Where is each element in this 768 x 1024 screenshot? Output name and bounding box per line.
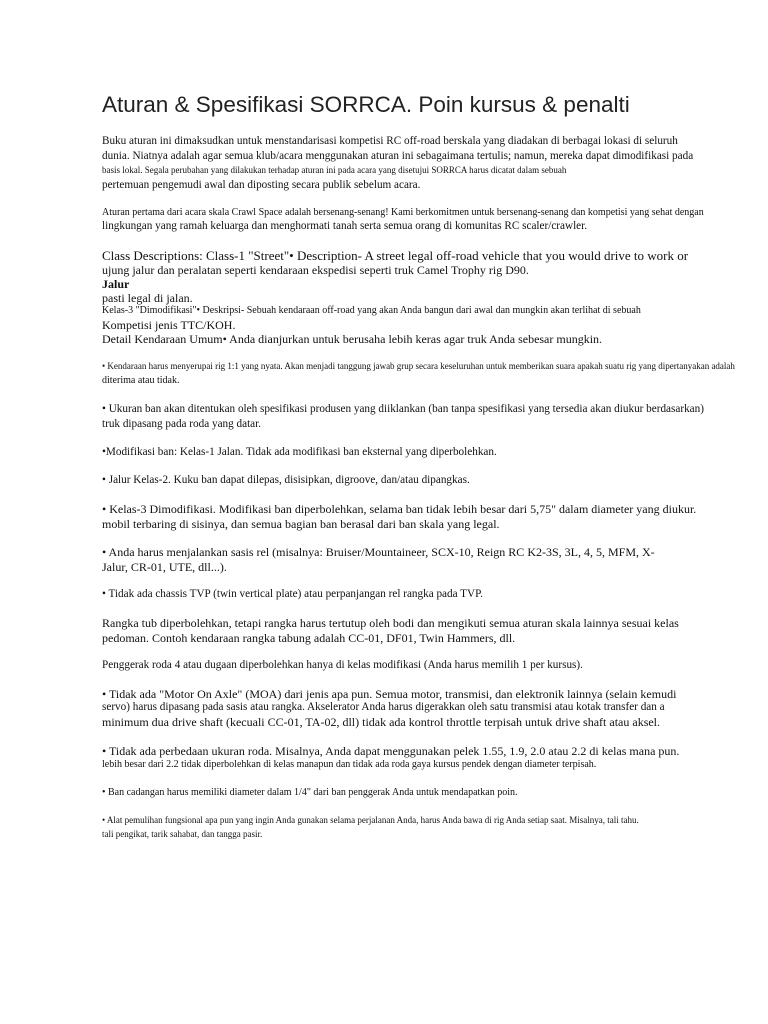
first-rule-line-1: Aturan pertama dari acara skala Crawl Space adalah bersenang-senang! Kami berkomitmen untuk bersenang-senang dan kompetisi yang sehat dengan [102,207,704,218]
intro-line-2: dunia. Niatnya adalah agar semua klub/acara menggunakan aturan ini sebagaimana tertulis; namun, mereka dapat dimodifikasi pada [102,150,694,162]
class-description-heading: Jalur [102,277,130,291]
rule-tire-mod-class-3-line-2: mobil terbaring di sisinya, dan semua bagian ban berasal dari ban skala yang legal. [102,517,500,531]
rule-realism-line-2: diterima atau tidak. [102,375,180,386]
rule-tire-mod-class-3-line-1: • Kelas-3 Dimodifikasi. Modifikasi ban diperbolehkan, selama ban tidak lebih besar dari 5,75" dalam diameter yang diukur. [102,502,697,516]
document-title: Aturan & Spesifikasi SORRCA. Poin kursus & penalti [102,92,630,117]
rule-moa-line-1: • Tidak ada "Motor On Axle" (MOA) dari jenis apa pun. Semua motor, transmisi, dan elektronik lainnya (selain kemudi [102,687,677,701]
rule-tire-mod-class-1: •Modifikasi ban: Kelas-1 Jalan. Tidak ada modifikasi ban eksternal yang diperbolehkan. [102,446,497,458]
rule-realism-line-1: • Kendaraan harus menyerupai rig 1:1 yang nyata. Akan menjadi tanggung jawab grup secara keseluruhan untuk memberikan suara apakah suatu rig yang dipertanyakan adalah [102,361,735,371]
intro-line-4: pertemuan pengemudi awal dan diposting secara publik sebelum acara. [102,179,421,191]
rule-steering: Penggerak roda 4 atau dugaan diperbolehkan hanya di kelas modifikasi (Anda harus memilih 1 per kursus). [102,659,583,671]
first-rule-line-2: lingkungan yang ramah keluarga dan menghormati tanah serta semua orang di komunitas RC scaler/crawler. [102,220,588,232]
rule-recovery-tools-line-1: • Alat pemulihan fungsional apa pun yang ingin Anda gunakan selama perjalanan Anda, harus Anda bawa di rig Anda setiap saat. Misalnya, tali tahu. [102,815,639,825]
rule-tub-frame-line-1: Rangka tub diperbolehkan, tetapi rangka harus tertutup oleh bodi dan mengikuti semua aturan skala lainnya sesuai kelas [102,616,679,630]
intro-line-1: Buku aturan ini dimaksudkan untuk menstandarisasi kompetisi RC off-road berskala yang diadakan di berbagai lokasi di seluruh [102,135,678,147]
class-description-line-6: Detail Kendaraan Umum• Anda dianjurkan untuk berusaha lebih keras agar truk Anda sebesar mungkin. [102,332,603,346]
rule-tire-size-line-2: truk dipasang pada roda yang datar. [102,418,262,430]
rule-tire-mod-class-2: • Jalur Kelas-2. Kuku ban dapat dilepas, disisipkan, digroove, dan/atau dipangkas. [102,474,470,486]
rule-rail-chassis-line-1: • Anda harus menjalankan sasis rel (misalnya: Bruiser/Mountaineer, SCX-10, Reign RC K2-3S, 3L, 4, 5, MFM, X- [102,545,655,559]
class-description-line-3: pasti legal di jalan. [102,291,193,305]
rule-tvp-chassis: • Tidak ada chassis TVP (twin vertical plate) atau perpanjangan rel rangka pada TVP. [102,588,483,600]
rule-tire-size-line-1: • Ukuran ban akan ditentukan oleh spesifikasi produsen yang diiklankan (ban tanpa spesifikasi yang tersedia akan diukur berdasarkan) [102,403,704,415]
rule-moa-line-2: servo) harus dipasang pada sasis atau rangka. Akselerator Anda harus digerakkan oleh satu transmisi atau kotak transfer dan a [102,701,665,713]
rule-rail-chassis-line-2: Jalur, CR-01, UTE, dll...). [102,560,227,574]
rule-recovery-tools-line-2: tali pengikat, tarik sahabat, dan tangga pasir. [102,829,263,839]
class-description-line-5: Kompetisi jenis TTC/KOH. [102,318,236,332]
class-description-line-2: ujung jalur dan peralatan seperti kendaraan ekspedisi seperti truk Camel Trophy rig D90. [102,263,529,277]
rule-wheel-size-line-1: • Tidak ada perbedaan ukuran roda. Misalnya, Anda dapat menggunakan pelek 1.55, 1.9, 2.0 atau 2.2 di kelas mana pun. [102,744,680,758]
rule-spare-tire: • Ban cadangan harus memiliki diameter dalam 1/4" dari ban penggerak Anda untuk mendapatkan poin. [102,787,518,798]
class-description-line-4: Kelas-3 "Dimodifikasi"• Deskripsi- Sebuah kendaraan off-road yang akan Anda bangun dari awal dan mungkin akan terlihat di sebuah [102,305,641,316]
rule-wheel-size-line-2: lebih besar dari 2.2 tidak diperbolehkan di kelas manapun dan tidak ada roda gaya kursus pendek dengan diameter terpisah. [102,759,597,770]
intro-line-3: basis lokal. Segala perubahan yang dilakukan terhadap aturan ini pada acara yang disetujui SORRCA harus dicatat dalam sebuah [102,165,567,175]
rule-tub-frame-line-2: pedoman. Contoh kendaraan rangka tabung adalah CC-01, DF01, Twin Hammers, dll. [102,631,516,645]
rule-moa-line-3: minimum dua drive shaft (kecuali CC-01, TA-02, dll) tidak ada kontrol throttle terpisah untuk drive shaft atau aksel. [102,715,661,729]
class-description-line-1: Class Descriptions: Class-1 "Street"• Description- A street legal off-road vehicle that you would drive to work or [102,248,689,263]
